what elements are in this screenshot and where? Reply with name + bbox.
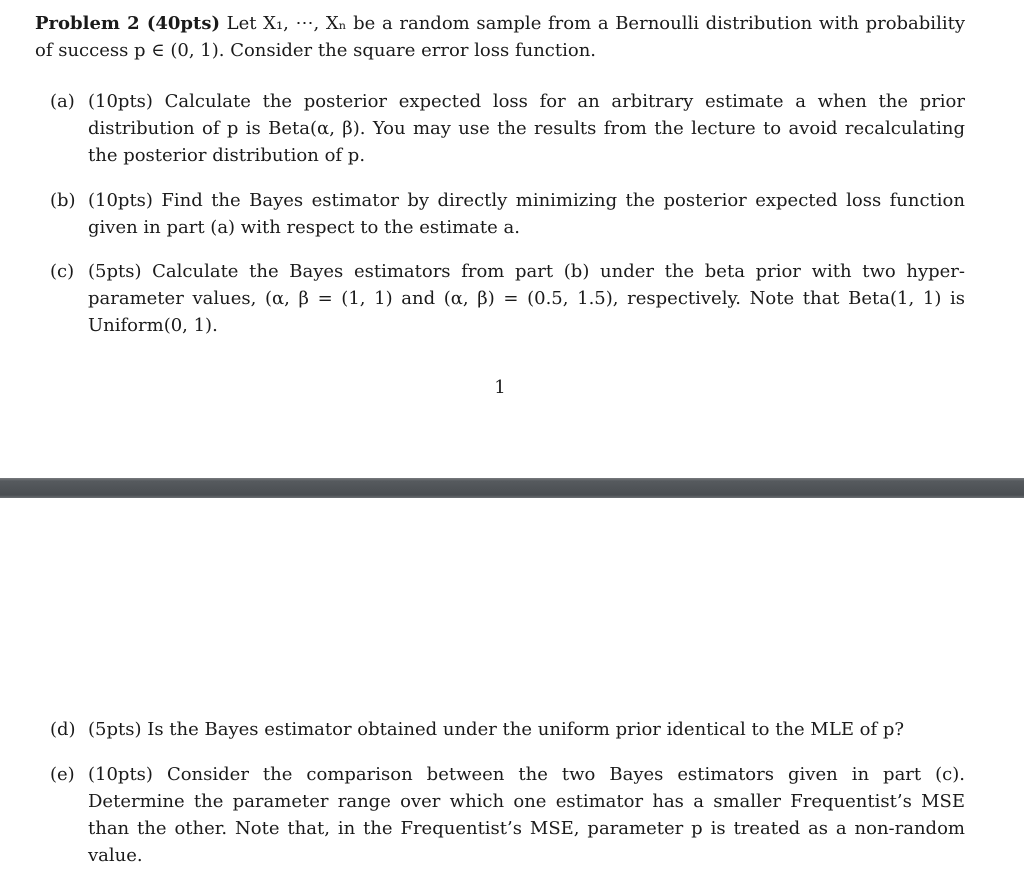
part-e-label: (e) — [50, 764, 75, 785]
part-a-text: (10pts) Calculate the posterior expected loss for an arbitrary estimate a when the prior distribution of p is Beta(α, β). You may use the results from the lecture to avoid recalculating the posterior distribution of p. — [88, 91, 965, 166]
page-separator — [0, 478, 1024, 498]
part-b — [50, 187, 965, 241]
problem-statement — [35, 10, 965, 64]
part-b-label: (b) — [50, 190, 76, 211]
part-d — [50, 716, 965, 743]
document-page-2 — [0, 498, 1024, 865]
part-c — [50, 258, 965, 339]
part-a — [50, 88, 965, 169]
part-c-text: (5pts) Calculate the Bayes estimators from part (b) under the beta prior with two hyper-parameter values, (α, β = (1, 1) and (α, β) = (0.5, 1.5), respectively. Note that Beta(1, 1) is Uniform(0, 1). — [88, 261, 965, 336]
part-d-label: (d) — [50, 719, 76, 740]
part-c-label: (c) — [50, 261, 75, 282]
problem-text: Let X₁, ⋯, Xₙ be a random sample from a Bernoulli distribution with probability of success p ∈ (0, 1). Consider the square error loss function. — [35, 13, 965, 61]
part-e — [50, 761, 965, 869]
part-e-text: (10pts) Consider the comparison between the two Bayes estimators given in part (c). Determine the parameter range over which one estimator has a smaller Frequentist’s MSE than the other. Note that, in the Frequentist’s MSE, parameter p is treated as a non-random value. — [88, 764, 965, 866]
part-d-text: (5pts) Is the Bayes estimator obtained under the uniform prior identical to the MLE of p? — [88, 719, 905, 740]
page-number: 1 — [494, 377, 506, 398]
problem-heading: Problem 2 (40pts) — [35, 13, 220, 34]
part-a-label: (a) — [50, 91, 75, 112]
part-b-text: (10pts) Find the Bayes estimator by directly minimizing the posterior expected loss function given in part (a) with respect to the estimate a. — [88, 190, 965, 238]
